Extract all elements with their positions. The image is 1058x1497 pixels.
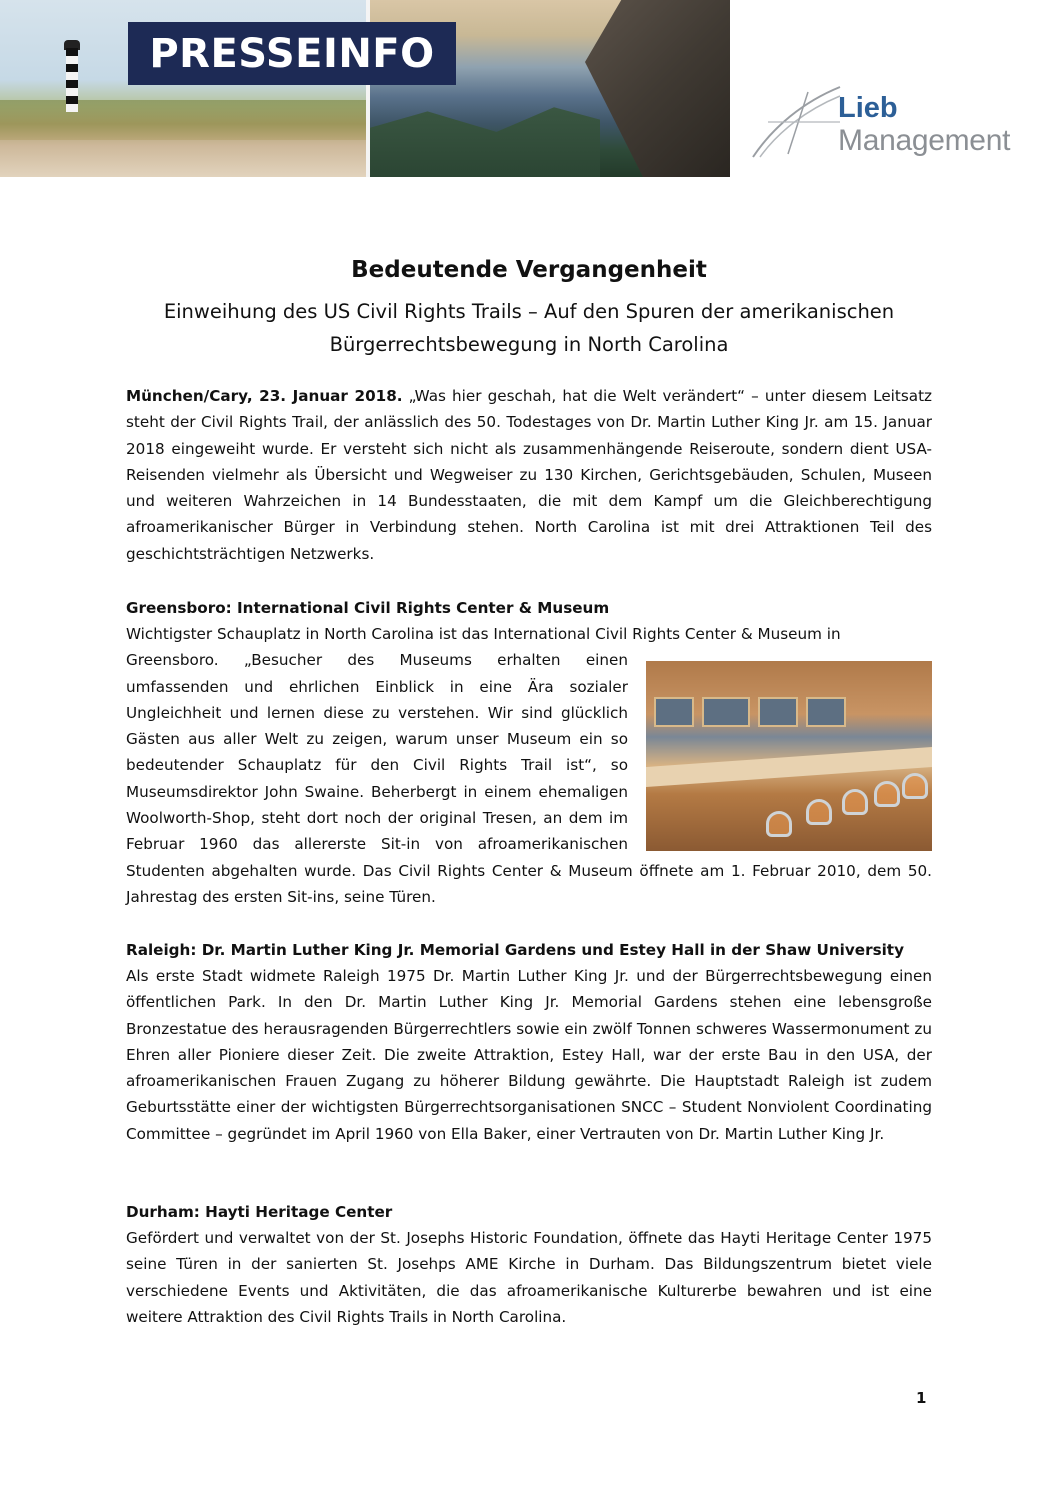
counter-stool: [806, 799, 832, 825]
subtitle-line-2: Bürgerrechtsbewegung in North Carolina: [329, 333, 729, 356]
lighthouse: [66, 48, 78, 112]
photo-window: [806, 697, 846, 727]
lieb-management-logo: [748, 82, 1048, 162]
page-subtitle: [126, 295, 932, 361]
counter-stool: [902, 773, 928, 799]
dune-grass: [0, 100, 368, 140]
page-title: Bedeutende Vergangenheit: [351, 257, 707, 283]
photo-window: [654, 697, 694, 727]
photo-window: [758, 697, 798, 727]
intro-paragraph: [126, 383, 932, 567]
photo-window: [702, 697, 750, 727]
page-number: 1: [916, 1389, 927, 1407]
counter-stool: [874, 781, 900, 807]
logo-text-lieb: Lieb: [838, 92, 898, 124]
greensboro-paragraph: [126, 621, 932, 910]
counter-stool: [842, 789, 868, 815]
section-heading-greensboro: Greensboro: International Civil Rights Center & Museum: [126, 599, 610, 617]
logo-text-management: Management: [838, 124, 1011, 157]
intro-text: „Was hier geschah, hat die Welt verändert“ – unter diesem Leitsatz steht der Civil Rights Trail, der anlässlich des 50. Todestages von Dr. Martin Luther King Jr. am 15. Januar 2018 eingeweiht wurde. Er versteht sich nicht als zusammenhängende Reiseroute, sondern dient USA-Reisenden vielmehr als Übersicht und Wegweiser zu 130 Kirchen, Gerichtsgebäuden, Schulen, Museen und weiteren Wahrzeichen in 14 Bundesstaaten, die mit dem Kampf um die Gleichberechtigung afroamerikanischer Bürger in Verbindung stehen. North Carolina ist mit drei Attraktionen Teil des geschichtsträchtigen Netzwerks.: [126, 387, 932, 563]
greensboro-first-line: Wichtigster Schauplatz in North Carolina ist das International Civil Rights Center & Museum in: [126, 625, 841, 643]
header-banner: [0, 0, 730, 177]
raleigh-paragraph: Als erste Stadt widmete Raleigh 1975 Dr. Martin Luther King Jr. und der Bürgerrechtsbewegung einen öffentlichen Park. In den Dr. Martin Luther King Jr. Memorial Gardens stehen eine lebensgroße Bronzestatue des herausragenden Bürgerrechtlers sowie ein zwölf Tonnen schweres Wassermonument zu Ehren aller Pioniere dieser Zeit. Die zweite Attraktion, Estey Hall, war der erste Bau in den USA, der afroamerikanischen Frauen Zugang zu höherer Bildung gewährte. Die Hauptstadt Raleigh ist zudem Geburtsstätte einer der wichtigsten Bürgerrechtsorganisationen SNCC – Student Nonviolent Coordinating Committee – gegründet im April 1960 von Ella Baker, einer Vertrauten von Dr. Martin Luther King Jr.: [126, 967, 932, 1143]
section-heading-raleigh: Raleigh: Dr. Martin Luther King Jr. Memorial Gardens und Estey Hall in der Shaw University: [126, 941, 904, 959]
counter-stool: [766, 811, 792, 837]
durham-paragraph: Gefördert und verwaltet von der St. Josephs Historic Foundation, öffnete das Hayti Heritage Center 1975 seine Türen in der sanierten St. Josehps AME Kirche in Durham. Das Bildungszentrum bietet viele verschiedene Events und Aktivitäten, die das afroamerikanische Kulturerbe bewahren und ist eine weitere Attraktion des Civil Rights Trails in North Carolina.: [126, 1229, 932, 1326]
museum-lunch-counter-photo: [646, 661, 932, 851]
presseinfo-label: PRESSEINFO: [128, 22, 456, 85]
dateline: München/Cary, 23. Januar 2018.: [126, 387, 403, 405]
subtitle-line-1: Einweihung des US Civil Rights Trails – Auf den Spuren der amerikanischen: [163, 300, 895, 323]
greensboro-text: Greensboro. „Besucher des Museums erhalten einen umfassenden und ehrlichen Einblick in eine Ära sozialer Ungleichheit und lernen diese zu verstehen. Wir sind glücklich Gästen aus aller Welt zu zeigen, warum unser Museum ein so bedeutender Schauplatz für den Civil Rights Trail ist“, so Museumsdirektor John Swaine. Beherbergt in einem ehemaligen Woolworth-Shop, steht dort noch der original Tresen, an dem im Februar 1960 das allererste Sit-in von afroamerikanischen Studenten abgehalten wurde. Das Civil Rights Center & Museum öffnete am 1. Februar 2010, dem 50. Jahrestag des ersten Sit-ins, seine Türen.: [126, 651, 932, 906]
logo-swoosh-icon: [748, 82, 843, 162]
section-heading-durham: Durham: Hayti Heritage Center: [126, 1203, 393, 1221]
